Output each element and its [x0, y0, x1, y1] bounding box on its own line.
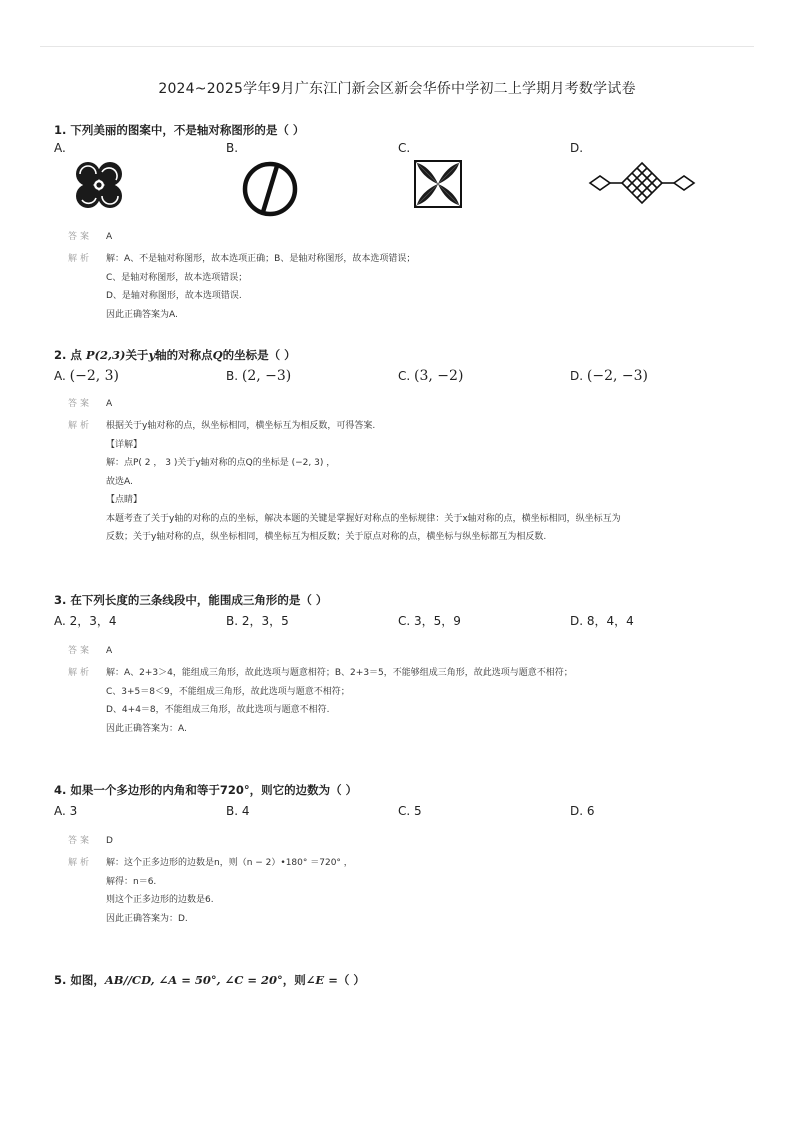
stem-text: ，则: [282, 973, 306, 987]
option-letter: C.: [398, 614, 411, 628]
analysis-line: 【详解】: [106, 439, 143, 450]
stem-text: 5. 如图，: [54, 973, 105, 987]
analysis-line: 解：A、2+3＞4，能组成三角形，故此选项与题意相符；B、2+3＝5，不能够组成三角形，故此选项与题意不相符；: [106, 668, 573, 678]
option-text: (−2, 3): [69, 368, 120, 384]
option-c[interactable]: [398, 365, 463, 387]
stem-text: 的坐标是（ ）: [222, 348, 296, 362]
analysis-line: 因此正确答案为A.: [106, 309, 178, 320]
option-text: 5: [414, 804, 422, 818]
answer-value: A: [106, 399, 113, 409]
circle-slash-icon: [240, 160, 300, 218]
option-row: [54, 140, 754, 204]
analysis-line: 则这个正多边形的边数是6.: [106, 895, 214, 905]
answer-block: [68, 832, 754, 928]
option-text: 3，5，9: [414, 614, 461, 628]
option-row: [54, 800, 754, 826]
option-a[interactable]: [54, 365, 119, 387]
question-stem: [54, 345, 754, 365]
analysis-label: 解析: [68, 858, 93, 868]
stem-math: ∠E =: [305, 973, 338, 987]
option-text: 4: [241, 804, 250, 818]
stem-text: （ ）: [337, 973, 365, 987]
analysis-line: 解：这个正多边形的边数是n，则（n − 2）•180° ＝720° ，: [106, 858, 353, 868]
option-letter: B.: [226, 804, 239, 818]
option-text: 6: [586, 804, 595, 818]
axis-y: y: [148, 348, 156, 362]
analysis-line: 本题考查了关于y轴的对称的点的坐标，解决本题的关键是掌握好对称点的坐标规律：关于x轴对称的点，横坐标相同，纵坐标互为: [106, 513, 621, 524]
question-4: [54, 780, 754, 928]
analysis-line: C、3+5＝8＜9，不能组成三角形，故此选项与题意不相符；: [106, 686, 350, 697]
answer-block: [68, 228, 754, 324]
answer-value: A: [106, 646, 113, 656]
option-row: [54, 610, 754, 636]
option-letter: C.: [398, 141, 411, 155]
stem-text: 轴的对称点: [155, 348, 213, 362]
analysis-line: 因此正确答案为：A.: [106, 723, 187, 734]
option-a[interactable]: [54, 800, 77, 822]
four-petal-square-icon: [414, 160, 462, 208]
analysis-label: 解析: [68, 254, 93, 264]
analysis-text: [106, 250, 754, 324]
option-b[interactable]: [226, 137, 238, 159]
option-text: (−2, −3): [586, 368, 648, 384]
option-letter: A.: [54, 804, 66, 818]
option-b[interactable]: [226, 800, 250, 822]
option-letter: C.: [398, 804, 411, 818]
option-d[interactable]: [570, 137, 583, 159]
question-stem: 3. 在下列长度的三条线段中，能围成三角形的是（ ）: [54, 593, 328, 607]
analysis-line: 解得：n＝6.: [106, 876, 157, 887]
four-circle-knot-icon: [72, 160, 126, 210]
analysis-label: 解析: [68, 668, 93, 678]
question-stem: 1. 下列美丽的图案中，不是轴对称图形的是（ ）: [54, 123, 305, 137]
analysis-line: C、是轴对称图形，故本选项错误；: [106, 272, 248, 283]
answer-label: 答案: [68, 232, 93, 242]
answer-block: [68, 642, 754, 738]
option-d[interactable]: [570, 610, 634, 632]
question-stem: 4. 如果一个多边形的内角和等于720°，则它的边数为（ ）: [54, 783, 358, 797]
question-2: [54, 345, 754, 547]
stem-text: 关于: [125, 348, 149, 362]
answer-value: A: [106, 232, 113, 242]
answer-label: 答案: [68, 399, 93, 409]
analysis-text: [106, 664, 754, 738]
option-b[interactable]: [226, 610, 289, 632]
option-row: [54, 365, 754, 391]
option-c[interactable]: [398, 137, 410, 159]
option-c[interactable]: [398, 610, 461, 632]
option-letter: B.: [226, 141, 239, 155]
option-letter: B.: [226, 369, 239, 383]
analysis-line: 解：点P( 2 ， 3 )关于y轴对称的点Q的坐标是 (−2, 3) ，: [106, 458, 336, 468]
option-text: (3, −2): [414, 368, 464, 384]
analysis-line: D、4+4＝8，不能组成三角形，故此选项与题意不相符.: [106, 705, 330, 715]
answer-value: D: [106, 836, 113, 846]
option-letter: D.: [570, 141, 584, 155]
question-3: [54, 590, 754, 738]
analysis-text: [106, 854, 754, 928]
option-a[interactable]: [54, 137, 66, 159]
option-a[interactable]: [54, 610, 117, 632]
option-letter: D.: [570, 804, 584, 818]
option-c[interactable]: [398, 800, 422, 822]
option-d[interactable]: [570, 365, 648, 387]
option-text: 8，4，4: [586, 614, 634, 628]
option-d[interactable]: [570, 800, 595, 822]
answer-label: 答案: [68, 646, 93, 656]
analysis-line: 故选A.: [106, 476, 133, 487]
stem-math: AB//CD, ∠A = 50°, ∠C = 20°: [104, 973, 283, 987]
point-p: P(2,3): [85, 348, 126, 362]
stem-text: 2. 点: [54, 348, 86, 362]
answer-label: 答案: [68, 836, 93, 846]
option-letter: D.: [570, 369, 584, 383]
analysis-line: 根据关于y轴对称的点，纵坐标相同，横坐标互为相反数，可得答案.: [106, 421, 376, 431]
analysis-line: 【点睛】: [106, 495, 143, 505]
option-letter: C.: [398, 369, 411, 383]
option-text: 2，3，4: [69, 614, 117, 628]
option-letter: D.: [570, 614, 584, 628]
option-text: 3: [69, 804, 78, 818]
point-q: Q: [212, 348, 223, 362]
endless-knot-icon: [588, 160, 696, 206]
top-divider: [40, 46, 754, 47]
option-text: (2, −3): [241, 368, 292, 384]
analysis-line: D、是轴对称图形，故本选项错误.: [106, 291, 242, 301]
question-stem: [54, 970, 754, 990]
question-5: [54, 970, 754, 990]
analysis-line: 反数；关于y轴对称的点，纵坐标相同，横坐标互为相反数；关于原点对称的点，横坐标与纵坐标都互为相反数.: [106, 532, 547, 542]
analysis-line: 因此正确答案为：D.: [106, 913, 188, 924]
question-1: [54, 120, 754, 324]
analysis-text: [106, 417, 754, 547]
option-text: 2，3，5: [241, 614, 289, 628]
option-letter: B.: [226, 614, 239, 628]
answer-block: [68, 395, 754, 547]
option-letter: A.: [54, 614, 66, 628]
option-letter: A.: [54, 369, 66, 383]
analysis-label: 解析: [68, 421, 93, 431]
option-letter: A.: [54, 141, 66, 155]
option-b[interactable]: [226, 365, 291, 387]
page-title: 2024~2025学年9月广东江门新会区新会华侨中学初二上学期月考数学试卷: [158, 81, 636, 97]
analysis-line: 解：A、不是轴对称图形，故本选项正确；B、是轴对称图形，故本选项错误；: [106, 254, 416, 264]
